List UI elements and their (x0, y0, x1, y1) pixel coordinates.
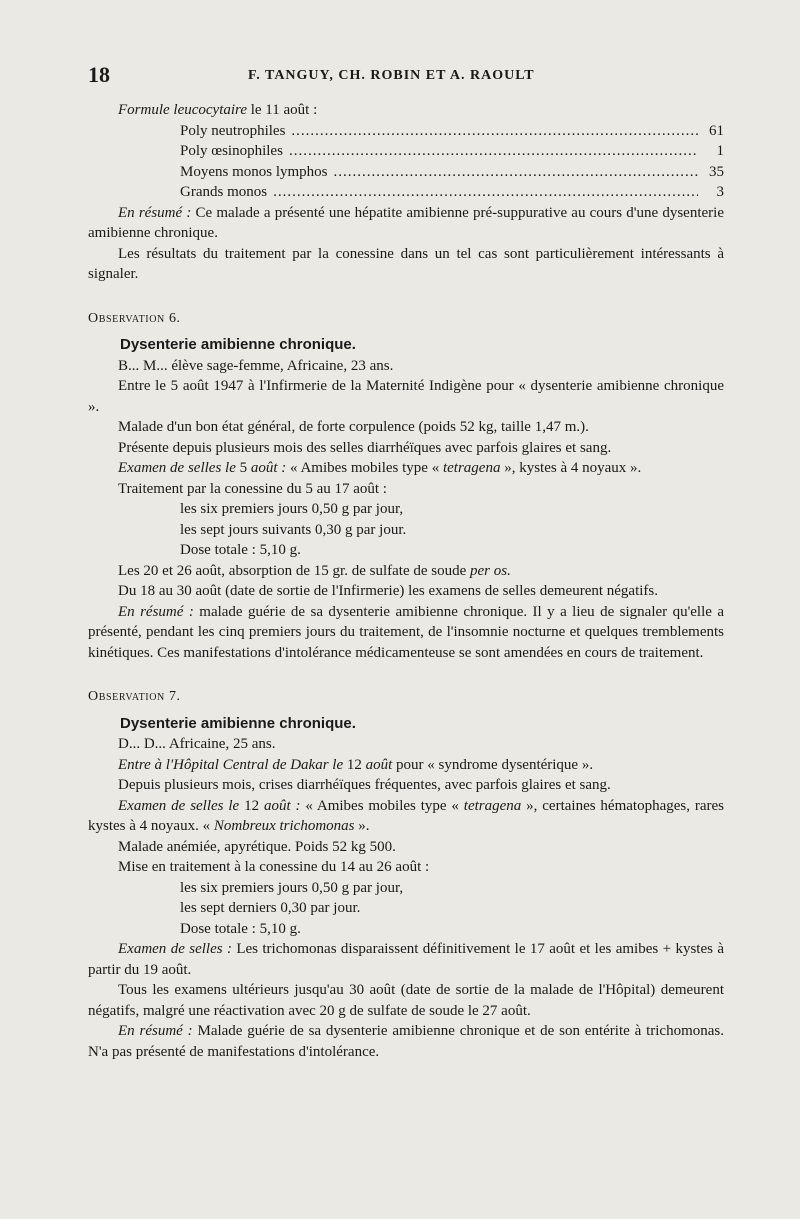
observation-7-title: Dysenterie amibienne chronique. (120, 714, 356, 732)
dose-line: les sept jours suivants 0,30 g par jour. (180, 521, 407, 538)
running-head: F. TANGUY, CH. ROBIN ET A. RAOULT (248, 68, 535, 83)
treatment-line: Traitement par la conessine du 5 au 17 août : (118, 480, 387, 497)
table-row: Grands monos ..... 3 (180, 182, 724, 203)
dose-total: Dose totale : 5,10 g. (180, 542, 301, 558)
dose-total: Dose totale : 5,10 g. (180, 920, 301, 937)
table-row: Moyens monos lymphos ..... 35 (180, 162, 724, 183)
page-number: 18 (88, 62, 110, 87)
table-row: Poly œsinophiles ..... 1 (180, 141, 724, 162)
exam-paragraph: Examen de selles : Les trichomonas disparaissent définitivement le 17 août et les amibes + kystes à partir du 19 août. (88, 941, 724, 978)
paragraph: Les 20 et 26 août, absorption de 15 gr. de sulfate de soude per os. (118, 562, 511, 579)
paragraph: Du 18 au 30 août (date de sortie de l'Infirmerie) les examens de selles demeurent négatifs. (118, 583, 659, 599)
summary-paragraph: En résumé : Malade guérie de sa dysenterie amibienne chronique et de son entérite à trichomonas. N'a pas présenté de manifestations d'intolérance. (88, 1023, 725, 1060)
paragraph: Malade anémiée, apyrétique. Poids 52 kg 500. (118, 838, 396, 855)
leucocyte-table (88, 121, 724, 203)
patient-line: B... M... élève sage-femme, Africaine, 23 ans. (118, 357, 394, 374)
treatment-line: Mise en traitement à la conessine du 14 au 26 août : (118, 859, 430, 875)
exam-paragraph: Examen de selles le 12 août : « Amibes mobiles type « tetragena », certaines hématophages, rares kystes à 4 noyaux. « Nombreux trichomonas ». (88, 797, 724, 834)
dose-line: les sept derniers 0,30 par jour. (180, 900, 361, 916)
dose-line: les six premiers jours 0,50 g par jour, (180, 501, 404, 517)
dose-line: les six premiers jours 0,50 g par jour, (180, 879, 404, 896)
paragraph: Présente depuis plusieurs mois des selles diarrhéïques avec parfois glaires et sang. (118, 439, 612, 456)
observation-6-label: Observation 6. (88, 310, 181, 326)
paragraph: Malade d'un bon état général, de forte corpulence (poids 52 kg, taille 1,47 m.). (118, 419, 589, 435)
summary-paragraph: En résumé : malade guérie de sa dysenterie amibienne chronique. Il y a lieu de signaler qu'elle a présenté, pendant les cinq premiers jours du traitement, de l'insomnie nocturne et quelques tremblements kinétiques. Ces manifestations d'intolérance médicamenteuse se sont amendées en cours de traitement. (88, 603, 725, 661)
page-header (88, 62, 728, 92)
formula-heading: Formule leucocytaire le 11 août : (118, 102, 318, 118)
paragraph: Tous les examens ultérieurs jusqu'au 30 août (date de sortie de la malade de l'Hôpital) demeurent négatifs, malgré une réactivation avec 20 g de sulfate de soude le 27 août. (88, 982, 724, 1019)
patient-line: D... D... Africaine, 25 ans. (118, 736, 276, 752)
paragraph: Entre le 5 août 1947 à l'Infirmerie de la Maternité Indigène pour « dysenterie amibienne chronique ». (88, 378, 724, 415)
summary-paragraph: En résumé : Ce malade a présenté une hépatite amibienne pré-suppurative au cours d'une dysenterie amibienne chronique. (88, 204, 724, 241)
results-paragraph: Les résultats du traitement par la conessine dans un tel cas sont particulièrement intéressants à signaler. (88, 245, 724, 282)
page-body (88, 100, 724, 1062)
paragraph: Depuis plusieurs mois, crises diarrhéïques fréquentes, avec parfois glaires et sang. (118, 777, 611, 793)
observation-6-title: Dysenterie amibienne chronique. (120, 336, 356, 353)
exam-paragraph: Examen de selles le 5 août : « Amibes mobiles type « tetragena », kystes à 4 noyaux ». (118, 460, 642, 476)
observation-7-label: Observation 7. (88, 689, 181, 704)
entry-paragraph: Entre à l'Hôpital Central de Dakar le 12 août pour « syndrome dysentérique ». (118, 756, 594, 773)
table-row: Poly neutrophiles ..... 61 (180, 121, 724, 142)
